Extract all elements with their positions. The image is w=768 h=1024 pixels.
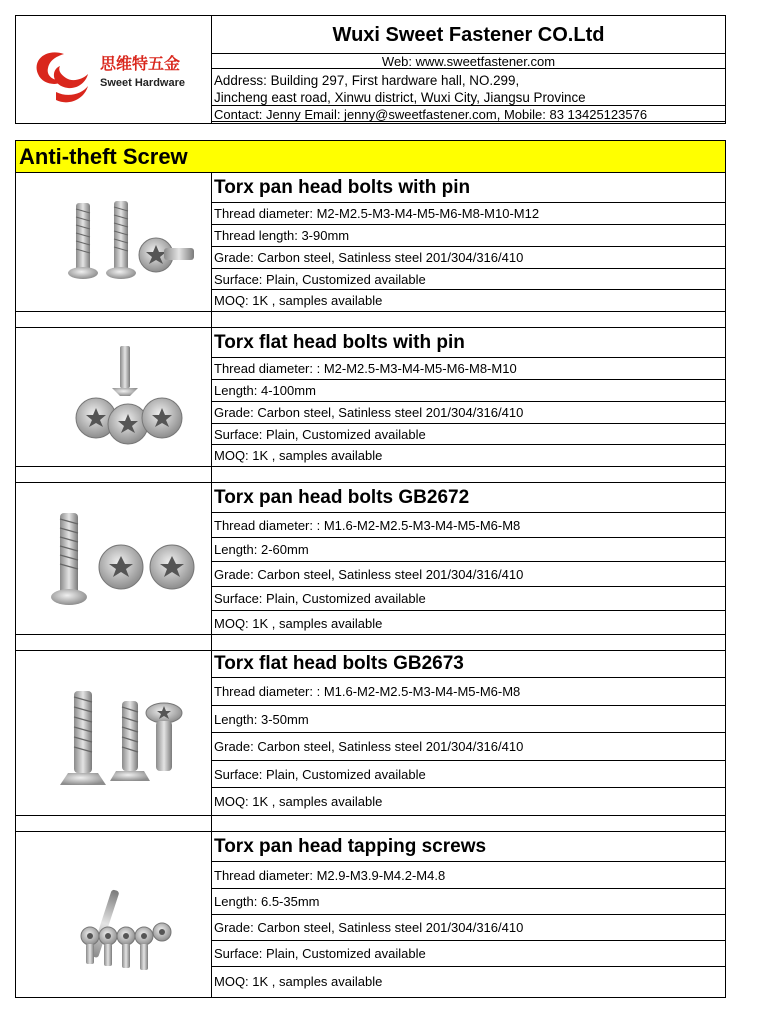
torx-flat-bolt-icon: [16, 328, 211, 467]
product-block: [15, 328, 726, 467]
spec-length: Length: 2-60mm: [212, 538, 725, 562]
spec-length: Length: 4-100mm: [212, 380, 725, 402]
spec-moq: MOQ: 1K , samples available: [214, 293, 383, 308]
product-title: Torx pan head bolts with pin: [212, 173, 725, 203]
torx-flat-bolt-gb2673-icon: [16, 651, 211, 816]
category-title: Anti-theft Screw: [15, 140, 726, 173]
product-specs: [212, 651, 725, 815]
row-spacer: [15, 312, 726, 328]
spec-grade: Grade: Carbon steel, Satinless steel 201/304/316/410: [212, 402, 725, 424]
product-block: [15, 173, 726, 312]
product-block: [15, 651, 726, 816]
company-name: Wuxi Sweet Fastener CO.Ltd: [212, 16, 725, 54]
row-spacer: [15, 635, 726, 651]
product-image: [16, 651, 212, 815]
product-image: [16, 483, 212, 634]
row-spacer: [15, 467, 726, 483]
product-image: [16, 173, 212, 311]
spec-length: Thread length: 3-90mm: [212, 225, 725, 247]
spec-surface: Surface: Plain, Customized available: [212, 269, 725, 290]
product-title: Torx flat head bolts GB2673: [212, 651, 725, 678]
spec-surface: Surface: Plain, Customized available: [212, 761, 725, 788]
spec-grade: Grade: Carbon steel, Satinless steel 201/304/316/410: [212, 733, 725, 761]
spec-thread-diameter: Thread diameter: M2-M2.5-M3-M4-M5-M6-M8-M10-M12: [212, 203, 725, 225]
product-title: Torx pan head bolts GB2672: [212, 483, 725, 513]
spec-moq: MOQ: 1K , samples available: [214, 448, 383, 463]
spec-moq: MOQ: 1K , samples available: [214, 615, 383, 631]
spec-moq: MOQ: 1K , samples available: [214, 794, 383, 809]
torx-pan-bolt-gb2672-icon: [16, 483, 211, 635]
company-web[interactable]: Web: www.sweetfastener.com: [212, 54, 725, 69]
product-specs: [212, 483, 725, 634]
company-logo: [16, 16, 211, 123]
spec-surface: Surface: Plain, Customized available: [212, 424, 725, 445]
product-title: Torx flat head bolts with pin: [212, 328, 725, 358]
logo-cn-text: 思维特五金: [100, 54, 181, 73]
torx-tapping-screw-icon: [16, 832, 211, 998]
logo-en-text: Sweet Hardware: [100, 77, 185, 89]
spec-grade: Grade: Carbon steel, Satinless steel 201/304/316/410: [212, 915, 725, 941]
address-line-1: Address: Building 297, First hardware hall, NO.299,: [214, 73, 520, 88]
product-block: [15, 483, 726, 635]
product-title: Torx pan head tapping screws: [212, 832, 725, 862]
company-header: [15, 15, 726, 124]
product-block: [15, 832, 726, 998]
spec-length: Length: 6.5-35mm: [212, 889, 725, 915]
spec-thread-diameter: Thread diameter: : M1.6-M2-M2.5-M3-M4-M5-M6-M8: [212, 513, 725, 538]
spec-grade: Grade: Carbon steel, Satinless steel 201/304/316/410: [212, 247, 725, 269]
torx-pan-bolt-icon: [16, 173, 211, 312]
row-spacer: [15, 816, 726, 832]
spec-length: Length: 3-50mm: [212, 706, 725, 733]
company-contact: Contact: Jenny Email: jenny@sweetfastener.com, Mobile: 83 13425123576: [212, 105, 725, 122]
product-image: [16, 832, 212, 997]
product-specs: [212, 832, 725, 997]
spec-thread-diameter: Thread diameter: : M1.6-M2-M2.5-M3-M4-M5-M6-M8: [212, 678, 725, 706]
product-specs: [212, 173, 725, 311]
address-line-2: Jincheng east road, Xinwu district, Wuxi City, Jiangsu Province: [214, 90, 586, 105]
spec-moq: MOQ: 1K , samples available: [214, 974, 383, 989]
spec-thread-diameter: Thread diameter: : M2-M2.5-M3-M4-M5-M6-M8-M10: [212, 358, 725, 380]
spec-surface: Surface: Plain, Customized available: [212, 587, 725, 611]
logo-cell: [16, 16, 212, 123]
product-image: [16, 328, 212, 466]
spec-thread-diameter: Thread diameter: M2.9-M3.9-M4.2-M4.8: [212, 862, 725, 889]
spec-surface: Surface: Plain, Customized available: [212, 941, 725, 967]
product-specs: [212, 328, 725, 466]
spec-grade: Grade: Carbon steel, Satinless steel 201/304/316/410: [212, 562, 725, 587]
